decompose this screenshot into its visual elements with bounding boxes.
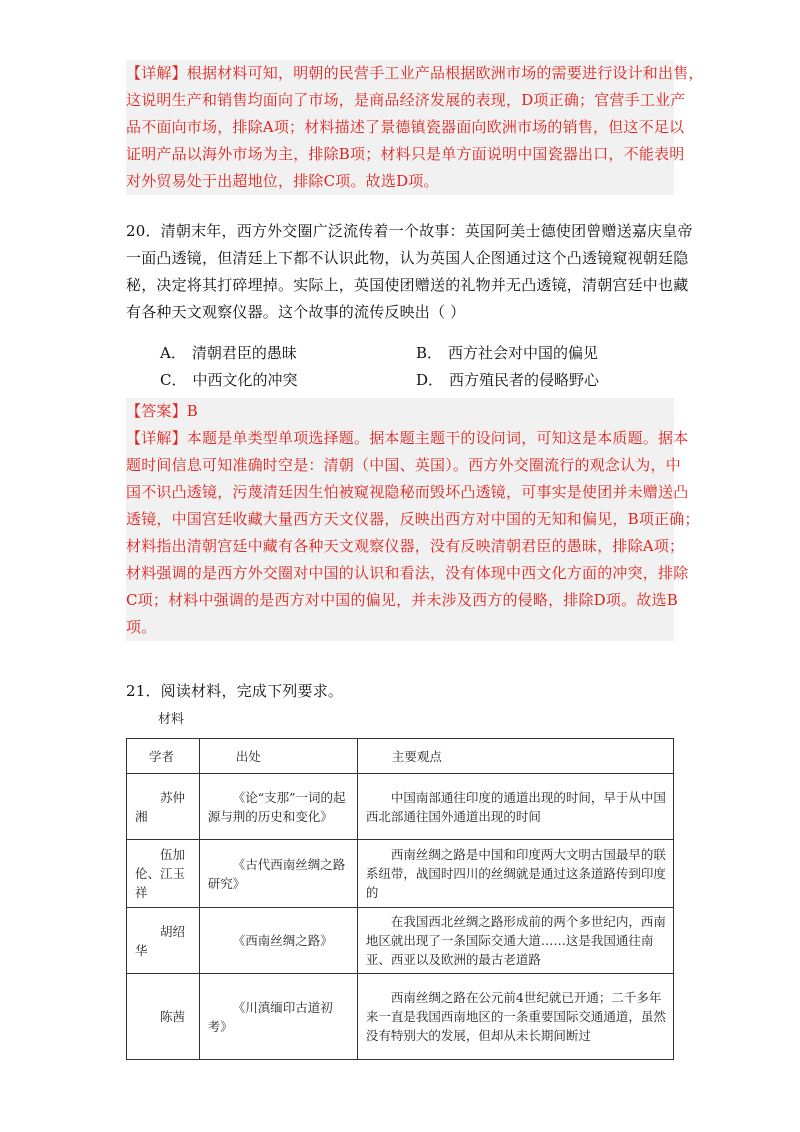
table-row (127, 974, 674, 1060)
q20-stem (126, 218, 693, 326)
header-source: 出处 (199, 739, 357, 774)
q20-explain-line: 透镜，中国宫廷收藏大量西方天文仪器，反映出西方对中国的无知和偏见，B项正确； (126, 510, 700, 528)
option-d[interactable] (416, 367, 599, 394)
material-table (126, 738, 674, 1060)
table-header-row (127, 739, 674, 774)
q21-stem (126, 678, 674, 705)
q20-stem-line: 秘，决定将其打碎埋掉。实际上，英国使团赠送的礼物并无凸透镜，清朝宫廷中也藏 (126, 276, 689, 294)
cell-scholar: 胡绍华 (127, 908, 200, 974)
cell-source: 《论“支那”一词的起源与荆的历史和变化》 (199, 774, 357, 840)
q19-explanation (126, 60, 704, 195)
q20-explain-line: 项。 (126, 618, 157, 636)
q19-explain-line: 对外贸易处于出超地位，排除C项。故选D项。 (126, 172, 439, 190)
q20-stem-line: 一面凸透镜，但清廷上下都不认识此物，认为英国人企图通过这个凸透镜窥视朝廷隐 (126, 249, 689, 267)
q19-explain-line: 这说明生产和销售均面向了市场，是商品经济发展的表现，D项正确；官营手工业产 (126, 91, 686, 109)
cell-source: 《川滇缅印古道初考》 (199, 974, 357, 1060)
header-view: 主要观点 (357, 739, 673, 774)
q20-explain-line: C项；材料中强调的是西方对中国的偏见，并未涉及西方的侵略，排除D项。故选B (126, 591, 678, 609)
q19-explain-line: 品不面向市场，排除A项；材料描述了景德镇瓷器面向欧洲市场的销售，但这不足以 (126, 118, 685, 136)
option-key: B． (416, 344, 443, 362)
q20-answer: 【答案】B (126, 402, 199, 420)
table-row (127, 908, 674, 974)
cell-source: 《西南丝绸之路》 (199, 908, 357, 974)
option-key: C． (160, 371, 187, 389)
option-c[interactable] (160, 367, 298, 394)
cell-view: 西南丝绸之路是中国和印度两大文明古国最早的联系纽带，战国时四川的丝绸就是通过这条道路传到印度的 (357, 840, 673, 908)
cell-scholar: 苏仲湘 (127, 774, 200, 840)
q20-explain-line: 材料强调的是西方外交圈对中国的认识和看法，没有体现中西文化方面的冲突，排除 (126, 564, 689, 582)
q20-explain-line: 国不识凸透镜，污蔑清廷因生怕被窥视隐秘而毁坏凸透镜，可事实是使团并未赠送凸 (126, 483, 689, 501)
option-text: 西方殖民者的侵略野心 (449, 371, 600, 389)
option-b[interactable] (416, 340, 598, 367)
option-key: A． (160, 344, 186, 362)
q20-options-row-2 (126, 367, 674, 394)
option-text: 西方社会对中国的偏见 (448, 344, 599, 362)
cell-scholar: 伍加伦、江玉祥 (127, 840, 200, 908)
cell-view: 在我国西北丝绸之路形成前的两个多世纪内，西南地区就出现了一条国际交通大道……这是我国通往南亚、西亚以及欧洲的最古老道路 (357, 908, 673, 974)
option-a[interactable] (160, 340, 297, 367)
q20-options-row-1 (126, 340, 674, 367)
q21-stem-line: 21．阅读材料，完成下列要求。 (126, 682, 344, 700)
table-row (127, 774, 674, 840)
header-scholar: 学者 (127, 739, 200, 774)
q20-explain-line: 材料指出清朝宫廷中藏有各种天文观察仪器，没有反映清朝君臣的愚昧，排除A项； (126, 537, 685, 555)
q19-explain-line: 【详解】根据材料可知，明朝的民营手工业产品根据欧洲市场的需要进行设计和出售， (126, 64, 704, 82)
option-key: D． (416, 371, 444, 389)
cell-view: 西南丝绸之路在公元前4世纪就已开通；二千多年来一直是我国西南地区的一条重要国际交通通道，虽然没有特别大的发展，但却从未长期间断过 (357, 974, 673, 1060)
q20-explain-line: 【详解】本题是单类型单项选择题。据本题主题干的设问词，可知这是本质题。据本 (126, 429, 689, 447)
cell-source: 《古代西南丝绸之路研究》 (199, 840, 357, 908)
q20-explain-line: 题时间信息可知准确时空是：清朝（中国、英国）。西方外交圈流行的观念认为，中 (126, 456, 681, 474)
q20-stem-line: 有各种天文观察仪器。这个故事的流传反映出（ ） (126, 303, 466, 321)
option-text: 清朝君臣的愚昧 (191, 344, 297, 362)
cell-view: 中国南部通往印度的通道出现的时间，早于从中国西北部通往国外通道出现的时间 (357, 774, 673, 840)
option-text: 中西文化的冲突 (192, 371, 298, 389)
material-label: 材料 (158, 712, 185, 727)
cell-scholar: 陈茜 (127, 974, 200, 1060)
q19-explain-line: 证明产品以海外市场为主，排除B项；材料只是单方面说明中国瓷器出口，不能表明 (126, 145, 685, 163)
table-row (127, 840, 674, 908)
q20-answer-explanation (126, 398, 700, 641)
q20-stem-line: 20．清朝末年，西方外交圈广泛流传着一个故事：英国阿美士德使团曾赠送嘉庆皇帝 (126, 222, 693, 240)
